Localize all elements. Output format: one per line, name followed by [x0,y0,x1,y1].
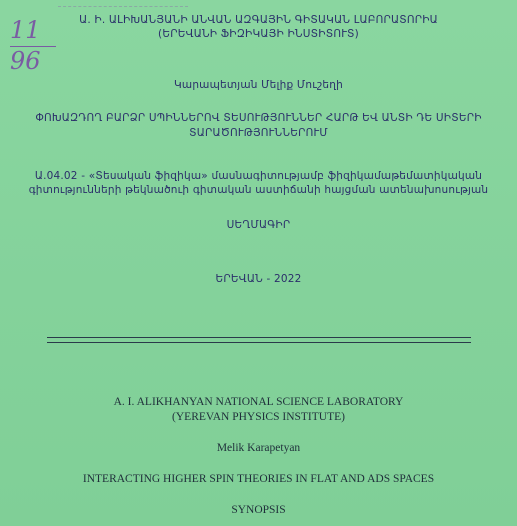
separator-rule-bottom [47,342,471,343]
armenian-institution-line1: Ա. Ի. ԱԼԻԽԱՆՅԱՆԻ ԱՆՎԱՆ ԱԶԳԱՅԻՆ ԳԻՏԱԿԱՆ ԼԱԲՈՐԱՏՈՐԻԱ [79,14,438,26]
top-pencil-mark [58,0,188,7]
armenian-doc-type: ՍԵՂՄԱԳԻՐ [226,219,291,231]
english-author: Melik Karapetyan [216,442,301,454]
separator-rule-top [47,337,471,338]
armenian-title-line2: ՏԱՐԱԾՈՒԹՅՈՒՆՆԵՐՈՒՄ [189,127,328,139]
english-institution-line1: A. I. ALIKHANYAN NATIONAL SCIENCE LABORATORY [113,396,404,408]
armenian-degree-line2: գիտությունների թեկնածուի գիտական աստիճանի հայցման ատենախոսության [28,184,489,196]
armenian-author: Կարապետյան Մելիք Մուշեղի [174,79,343,91]
english-title: INTERACTING HIGHER SPIN THEORIES IN FLAT AND ADS SPACES [82,473,435,485]
armenian-place-year: ԵՐԵՎԱՆ - 2022 [215,273,302,285]
handwritten-note-bottom: 96 [10,47,41,75]
armenian-title-line1: ՓՈԽԱԶԴՈՂ ԲԱՐՁՐ ՍՊԻՆՆԵՐՈՎ ՏԵՍՈՒԹՅՈՒՆՆԵՐ ՀԱՐԹ ԵՎ ԱՆՏԻ ԴԵ ՍԻՏԵՐԻ [35,112,482,124]
handwritten-note-top: 11 [10,16,41,44]
english-doc-type: SYNOPSIS [231,504,286,516]
armenian-degree-line1: Ա.04.02 - «Տեսական ֆիզիկա» մասնագիտությամբ ֆիզիկամաթեմատիկական [34,170,483,182]
armenian-institution-line2: (ԵՐԵՎԱՆԻ ՖԻԶԻԿԱՅԻ ԻՆՍՏԻՏՈՒՏ) [158,28,359,40]
english-institution-line2: (YEREVAN PHYSICS INSTITUTE) [172,411,345,423]
